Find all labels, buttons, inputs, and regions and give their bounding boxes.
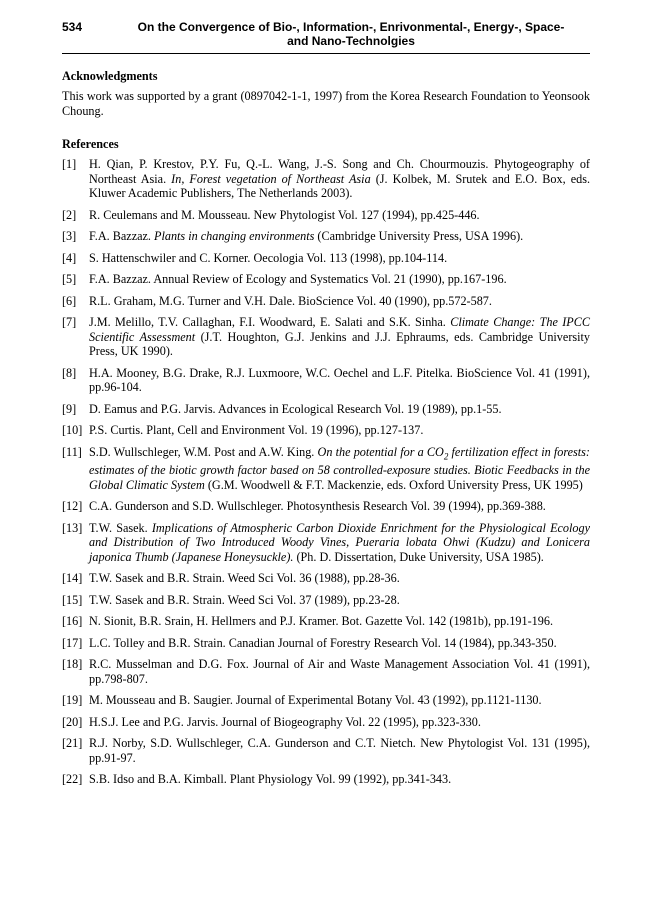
reference-text-part: T.W. Sasek and B.R. Strain. Weed Sci Vol. 36 (1988), pp.28-36. <box>89 571 400 586</box>
reference-text-part: N. Sionit, B.R. Srain, H. Hellmers and P.J. Kramer. Bot. Gazette Vol. 142 (1981b), pp.191-196. <box>89 614 553 629</box>
reference-text-part: (G.M. Woodwell & F.T. Mackenzie, eds. Oxford University Press, UK 1995) <box>204 477 583 492</box>
acknowledgments-text: This work was supported by a grant (0897042-1-1, 1997) from the Korea Research Foundation to Yeonsook Choung. <box>62 89 590 118</box>
reference-text-part: 2 <box>443 450 449 461</box>
reference-text <box>89 208 590 223</box>
reference-text <box>89 402 590 417</box>
reference-text-part: T.W. Sasek. <box>89 520 152 535</box>
reference-text <box>89 571 590 586</box>
reference-text-part: Plants in changing environments <box>154 229 315 243</box>
running-header <box>62 20 590 48</box>
reference-text <box>89 229 590 244</box>
reference-text-part: F.A. Bazzaz. Annual Review of Ecology and Systematics Vol. 21 (1990), pp.167-196. <box>89 272 507 286</box>
reference-text-part: S.B. Idso and B.A. Kimball. Plant Physiology Vol. 99 (1992), pp.341-343. <box>89 772 452 787</box>
reference-item <box>62 208 590 223</box>
reference-number: [15] <box>62 592 83 607</box>
reference-text <box>89 251 590 266</box>
reference-number: [5] <box>62 272 77 286</box>
reference-number: [7] <box>62 315 77 329</box>
reference-item <box>62 315 590 359</box>
reference-item <box>62 657 590 686</box>
reference-text <box>89 366 590 395</box>
reference-text-part: M. Mousseau and B. Saugier. Journal of Experimental Botany Vol. 43 (1992), pp.1121-1130. <box>89 693 542 708</box>
reference-item <box>62 251 590 266</box>
reference-number: [18] <box>62 657 83 672</box>
reference-item <box>62 736 590 765</box>
reference-text <box>89 499 590 514</box>
reference-text <box>89 636 590 651</box>
running-title-line-1: On the Convergence of Bio-, Information-, Enrivonmental-, Energy-, Space- <box>137 20 565 34</box>
reference-text <box>89 715 590 730</box>
reference-text <box>89 614 590 629</box>
reference-item <box>62 229 590 244</box>
page-number: 534 <box>62 20 83 34</box>
reference-text-part: J.M. Melillo, T.V. Callaghan, F.I. Woodward, E. Salati and S.K. Sinha. <box>89 315 451 329</box>
header-rule <box>62 53 590 54</box>
reference-item <box>62 715 590 730</box>
running-title <box>112 20 590 48</box>
reference-number: [2] <box>62 207 77 222</box>
reference-number: [6] <box>62 293 77 308</box>
reference-text-part: (Ph. D. Dissertation, Duke University, USA 1985). <box>293 549 544 564</box>
reference-number: [14] <box>62 571 83 586</box>
reference-item <box>62 693 590 708</box>
reference-number: [20] <box>62 714 83 729</box>
reference-text-part: R.J. Norby, S.D. Wullschleger, C.A. Gunderson and C.T. Nietch. New Phytologist Vol. 131 (1995), pp.91-97. <box>89 736 590 765</box>
reference-text-part: H.A. Mooney, B.G. Drake, R.J. Luxmoore, W.C. Oechel and L.F. Pitelka. BioScience Vol. 41 (1991), pp.96-104. <box>89 365 590 394</box>
reference-number: [11] <box>62 444 82 459</box>
reference-number: [9] <box>62 401 77 416</box>
reference-number: [19] <box>62 693 83 708</box>
reference-text <box>89 294 590 309</box>
reference-text-part: S.D. Wullschleger, W.M. Post and A.W. King. <box>89 444 318 459</box>
reference-text-part: Climate Change: The IPCC Scientific Assessment <box>89 315 590 344</box>
reference-item <box>62 636 590 651</box>
reference-item <box>62 157 590 201</box>
reference-number: [17] <box>62 635 83 650</box>
reference-number: [12] <box>62 499 83 514</box>
reference-number: [22] <box>62 772 83 787</box>
running-title-line-2: and Nano-Technolgies <box>287 34 415 48</box>
reference-number: [13] <box>62 520 83 535</box>
reference-item <box>62 499 590 514</box>
reference-number: [16] <box>62 614 83 629</box>
reference-item <box>62 423 590 438</box>
reference-number: [4] <box>62 250 77 265</box>
reference-text <box>89 772 590 787</box>
reference-text-part: H.S.J. Lee and P.G. Jarvis. Journal of Biogeography Vol. 22 (1995), pp.323-330. <box>89 714 481 729</box>
reference-text-part: In, Forest vegetation of Northeast Asia <box>171 171 371 186</box>
reference-number: [21] <box>62 736 83 751</box>
reference-item <box>62 521 590 565</box>
reference-number: [1] <box>62 157 77 171</box>
reference-text <box>89 423 590 438</box>
reference-item <box>62 445 590 493</box>
reference-text <box>89 736 590 765</box>
reference-text-part: F.A. Bazzaz. <box>89 229 155 243</box>
reference-text-part: T.W. Sasek and B.R. Strain. Weed Sci Vol. 37 (1989), pp.23-28. <box>89 592 400 607</box>
reference-text-part: (Cambridge University Press, USA 1996). <box>314 229 524 243</box>
references-heading: References <box>62 137 119 151</box>
reference-text-part: H. Qian, P. Krestov, P.Y. Fu, Q.-L. Wang, J.-S. Song and Ch. Chourmouzis. Phytogeography of Northeast Asia. <box>89 157 590 186</box>
reference-text-part: fertilization effect in forests: estimates of the biotic growth factor based on 58 controlled-exposure studies. Biotic Feedbacks in the Global Climatic System <box>89 444 590 492</box>
reference-list <box>62 157 590 787</box>
reference-text <box>89 521 590 565</box>
reference-text-part: (J. Kolbek, M. Srutek and E.O. Box, eds. Kluwer Academic Publishers, The Netherlands 2003). <box>89 171 590 200</box>
page <box>62 20 590 794</box>
acknowledgments-heading: Acknowledgments <box>62 69 158 83</box>
reference-text-part: (J.T. Houghton, G.J. Jenkins and J.J. Ephraums, eds. Cambridge University Press, UK 1990). <box>89 329 590 358</box>
reference-number: [3] <box>62 229 77 243</box>
reference-text-part: R. Ceulemans and M. Mousseau. New Phytologist Vol. 127 (1994), pp.425-446. <box>89 207 480 222</box>
reference-item <box>62 593 590 608</box>
reference-number: [10] <box>62 423 83 437</box>
reference-text <box>89 445 590 493</box>
reference-item <box>62 772 590 787</box>
reference-text <box>89 157 590 201</box>
reference-item <box>62 294 590 309</box>
reference-item <box>62 272 590 287</box>
reference-item <box>62 366 590 395</box>
reference-item <box>62 402 590 417</box>
reference-text-part: R.L. Graham, M.G. Turner and V.H. Dale. BioScience Vol. 40 (1990), pp.572-587. <box>89 293 492 308</box>
reference-text-part: P.S. Curtis. Plant, Cell and Environment Vol. 19 (1996), pp.127-137. <box>89 423 424 437</box>
reference-text-part: S. Hattenschwiler and C. Korner. Oecologia Vol. 113 (1998), pp.104-114. <box>89 250 448 265</box>
reference-number: [8] <box>62 365 77 380</box>
reference-item <box>62 614 590 629</box>
reference-text-part: Implications of Atmospheric Carbon Dioxide Enrichment for the Physiological Ecology and Distribution of Two Introduced Woody Vines, Pueraria lobata Ohwi (Kudzu) and Lonicera japonica Thumb (Japanese Honeysuckle). <box>89 520 591 564</box>
reference-text <box>89 657 590 686</box>
reference-text-part: D. Eamus and P.G. Jarvis. Advances in Ecological Research Vol. 19 (1989), pp.1-55. <box>89 401 502 416</box>
reference-text-part: R.C. Musselman and D.G. Fox. Journal of Air and Waste Management Association Vol. 41 (1991), pp.798-807. <box>89 657 590 686</box>
reference-text-part: On the potential for a CO <box>317 444 444 459</box>
reference-text-part: C.A. Gunderson and S.D. Wullschleger. Photosynthesis Research Vol. 39 (1994), pp.369-388. <box>89 499 546 514</box>
reference-text-part: L.C. Tolley and B.R. Strain. Canadian Journal of Forestry Research Vol. 14 (1984), pp.343-350. <box>89 635 557 650</box>
reference-text <box>89 693 590 708</box>
reference-text <box>89 272 590 287</box>
reference-item <box>62 571 590 586</box>
reference-text <box>89 593 590 608</box>
reference-text <box>89 315 590 359</box>
